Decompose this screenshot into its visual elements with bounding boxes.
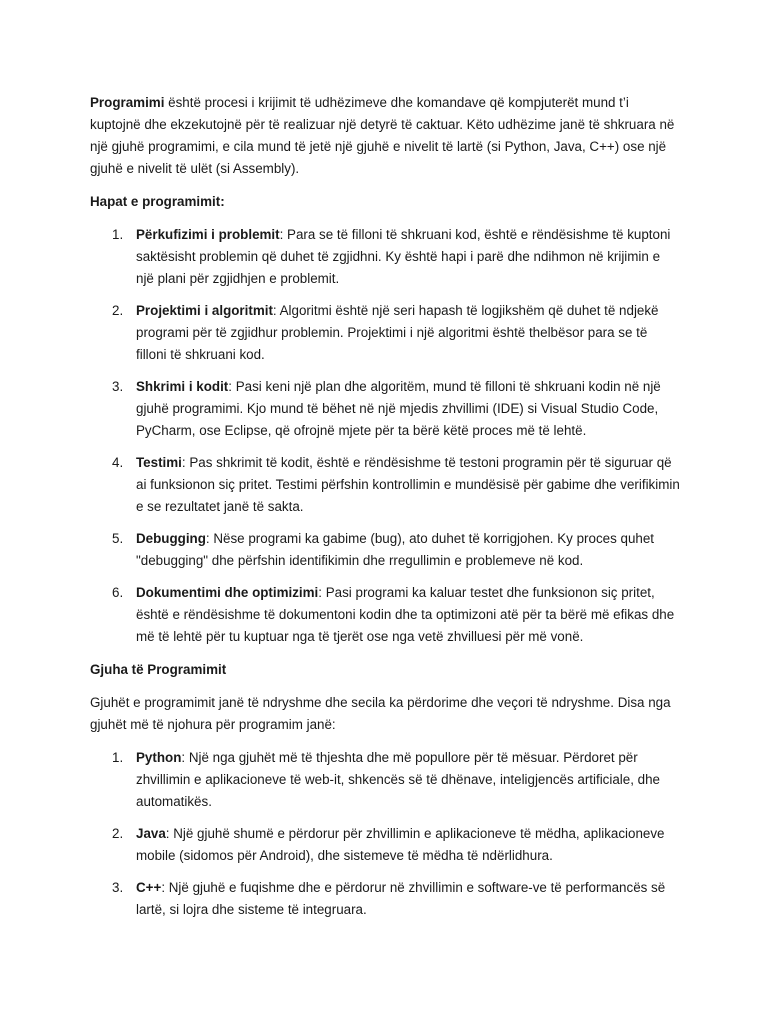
list-item [90,877,680,921]
intro-paragraph [90,92,680,180]
list-item [90,376,680,442]
list-item-text: : Një nga gjuhët më të thjeshta dhe më popullore për të mësuar. Përdoret për zhvillimin e aplikacioneve të web-it, shkencës së të dhënave, inteligjencës artificiale, dhe automatikës. [136,750,661,809]
list-number: 2. [112,303,124,318]
list-item-text: : Një gjuhë e fuqishme dhe e përdorur në zhvillimin e software-ve të performancës së lartë, si lojra dhe sisteme të integruara. [136,880,666,917]
steps-list [90,224,680,648]
list-number: 1. [112,750,124,765]
list-item-term: Java [136,826,166,841]
list-item-term: Testimi [136,455,182,470]
list-item [90,528,680,572]
list-item-text: : Pas shkrimit të kodit, është e rëndësishme të testoni programin për të siguruar që ai funksionon siç pritet. Testimi përfshin kontrollimin e mundësisë për gabime dhe verifikimin e se rezultatet janë të sakta. [136,455,680,514]
list-item-term: C++ [136,880,162,895]
steps-heading: Hapat e programimit: [90,194,225,209]
list-item [90,300,680,366]
list-item-term: Projektimi i algoritmit [136,303,273,318]
list-item-term: Shkrimi i kodit [136,379,229,394]
list-item-term: Python [136,750,182,765]
list-item [90,452,680,518]
languages-list [90,747,680,921]
list-item-text: : Algoritmi është një seri hapash të logjikshëm që duhet të ndjekë programi për të zgjidhur problemin. Projektimi i një algoritmi është thelbësor para se të filloni të shkruani kod. [136,303,659,362]
list-item [90,224,680,290]
list-number: 4. [112,455,124,470]
languages-heading: Gjuha të Programimit [90,662,227,677]
intro-term: Programimi [90,95,165,110]
list-item-text: : Para se të filloni të shkruani kod, është e rëndësishme të kuptoni saktësisht problemin që duhet të zgjidhni. Ky është hapi i parë dhe ndihmon në krijimin e një plani për zgjidhjen e problemit. [136,227,671,286]
list-number: 6. [112,585,124,600]
list-item-term: Dokumentimi dhe optimizimi [136,585,319,600]
list-item [90,747,680,813]
intro-text: është procesi i krijimit të udhëzimeve dhe komandave që kompjuterët mund t’i kuptojnë dhe ekzekutojnë për të realizuar një detyrë të caktuar. Këto udhëzime janë të shkruara në një gjuhë programimi, e cila mund të jetë një gjuhë e nivelit të lartë (si Python, Java, C++) ose një gjuhë e nivelit të ulët (si Assembly). [90,95,675,176]
list-item-term: Përkufizimi i problemit [136,227,280,242]
list-item-term: Debugging [136,531,206,546]
list-item-text: : Pasi keni një plan dhe algoritëm, mund të filloni të shkruani kodin në një gjuhë programimi. Kjo mund të bëhet në një mjedis zhvillimi (IDE) si Visual Studio Code, PyCharm, ose Eclipse, që ofrojnë mjete për ta bërë këtë proces më të lehtë. [136,379,661,438]
list-item-text: : Pasi programi ka kaluar testet dhe funksionon siç pritet, është e rëndësishme të dokumentoni kodin dhe ta optimizoni atë për ta bërë më efikas dhe më të lehtë për tu kuptuar nga të tjerët ose nga vetë zhvilluesi për më vonë. [136,585,675,644]
list-number: 1. [112,227,124,242]
list-number: 3. [112,880,124,895]
list-number: 3. [112,379,124,394]
list-number: 5. [112,531,124,546]
list-item-text: : Nëse programi ka gabime (bug), ato duhet të korrigjohen. Ky proces quhet "debugging" dhe përfshin identifikimin dhe rregullimin e problemeve në kod. [136,531,655,568]
list-item [90,582,680,648]
list-item-text: : Një gjuhë shumë e përdorur për zhvillimin e aplikacioneve të mëdha, aplikacioneve mobile (sidomos për Android), dhe sistemeve të mëdha të ndërlidhura. [136,826,665,863]
languages-intro: Gjuhët e programimit janë të ndryshme dhe secila ka përdorime dhe veçori të ndryshme. Disa nga gjuhët më të njohura për programim janë: [90,695,671,732]
list-item [90,823,680,867]
list-number: 2. [112,826,124,841]
